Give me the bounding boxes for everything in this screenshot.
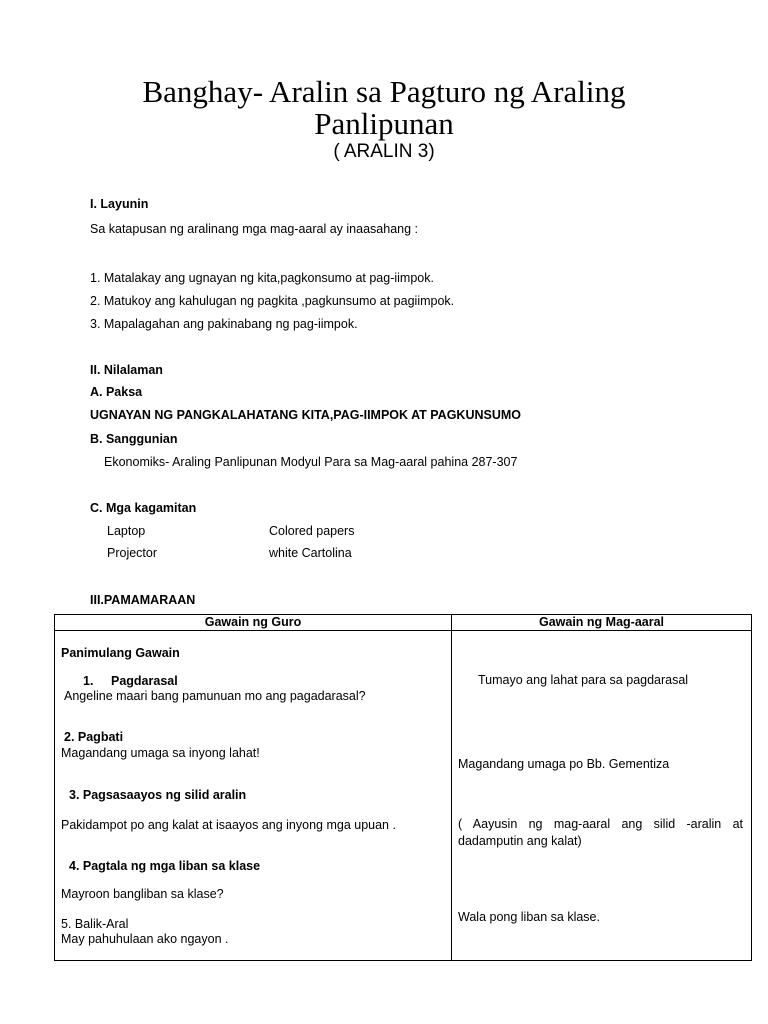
section-heading-pamamaraan: III.PAMAMARAAN	[90, 593, 196, 607]
document-title-line2: Panlipunan	[314, 106, 454, 141]
greeting-label: 2. Pagbati	[64, 730, 124, 744]
student-response-attendance: Wala pong liban sa klase.	[458, 910, 600, 924]
sanggunian-label: B. Sanggunian	[90, 432, 178, 446]
review-text: May pahuhulaan ako ngayon .	[61, 932, 229, 946]
kagamitan-label: C. Mga kagamitan	[90, 501, 197, 515]
prayer-label: Pagdarasal	[111, 674, 178, 688]
prayer-text: Angeline maari bang pamunuan mo ang pagadarasal?	[64, 689, 366, 703]
attendance-label: 4. Pagtala ng mga liban sa klase	[69, 859, 261, 873]
procedure-table	[54, 614, 752, 961]
document-title-line1: Banghay- Aralin sa Pagturo ng Araling	[142, 74, 626, 109]
sanggunian-reference: Ekonomiks- Araling Panlipunan Modyul Para sa Mag-aaral pahina 287-307	[104, 455, 518, 469]
column-header-student: Gawain ng Mag-aaral	[452, 615, 752, 631]
classroom-arrangement-label: 3. Pagsasaayos ng silid aralin	[69, 788, 247, 802]
opening-activities-heading: Panimulang Gawain	[61, 646, 180, 660]
student-response-prayer: Tumayo ang lahat para sa pagdarasal	[478, 673, 689, 687]
objective-item: 3. Mapalagahan ang pakinabang ng pag-iimpok.	[90, 317, 358, 331]
material-item: Projector	[107, 546, 158, 560]
section-heading-nilalaman: II. Nilalaman	[90, 363, 163, 377]
item-number: 1.	[83, 674, 94, 688]
student-activities-cell	[452, 631, 752, 961]
material-item: white Cartolina	[269, 546, 352, 560]
section-heading-layunin: I. Layunin	[90, 197, 149, 211]
objective-item: 1. Matalakay ang ugnayan ng kita,pagkonsumo at pag-iimpok.	[90, 271, 434, 285]
objective-item: 2. Matukoy ang kahulugan ng pagkita ,pagkunsumo at pagiimpok.	[90, 294, 455, 308]
greeting-text: Magandang umaga sa inyong lahat!	[61, 746, 260, 760]
attendance-text: Mayroon bangliban sa klase?	[61, 887, 224, 901]
student-response-arrangement: ( Aayusin ng mag-aaral ang silid -aralin at dadamputin ang kalat)	[458, 817, 743, 848]
material-item: Colored papers	[269, 524, 355, 538]
objectives-intro: Sa katapusan ng aralinang mga mag-aaral ay inaasahang :	[90, 222, 418, 236]
teacher-activities-cell	[55, 631, 452, 961]
column-header-teacher: Gawain ng Guro	[55, 615, 452, 631]
document-subtitle: ( ARALIN 3)	[333, 141, 435, 162]
student-response-greeting: Magandang umaga po Bb. Gementiza	[458, 757, 670, 771]
classroom-arrangement-text: Pakidampot po ang kalat at isaayos ang inyong mga upuan .	[61, 818, 396, 832]
material-item: Laptop	[107, 524, 146, 538]
review-label: 5. Balik-Aral	[61, 917, 129, 931]
paksa-topic: UGNAYAN NG PANGKALAHATANG KITA,PAG-IIMPOK AT PAGKUNSUMO	[90, 408, 522, 422]
paksa-label: A. Paksa	[90, 385, 143, 399]
